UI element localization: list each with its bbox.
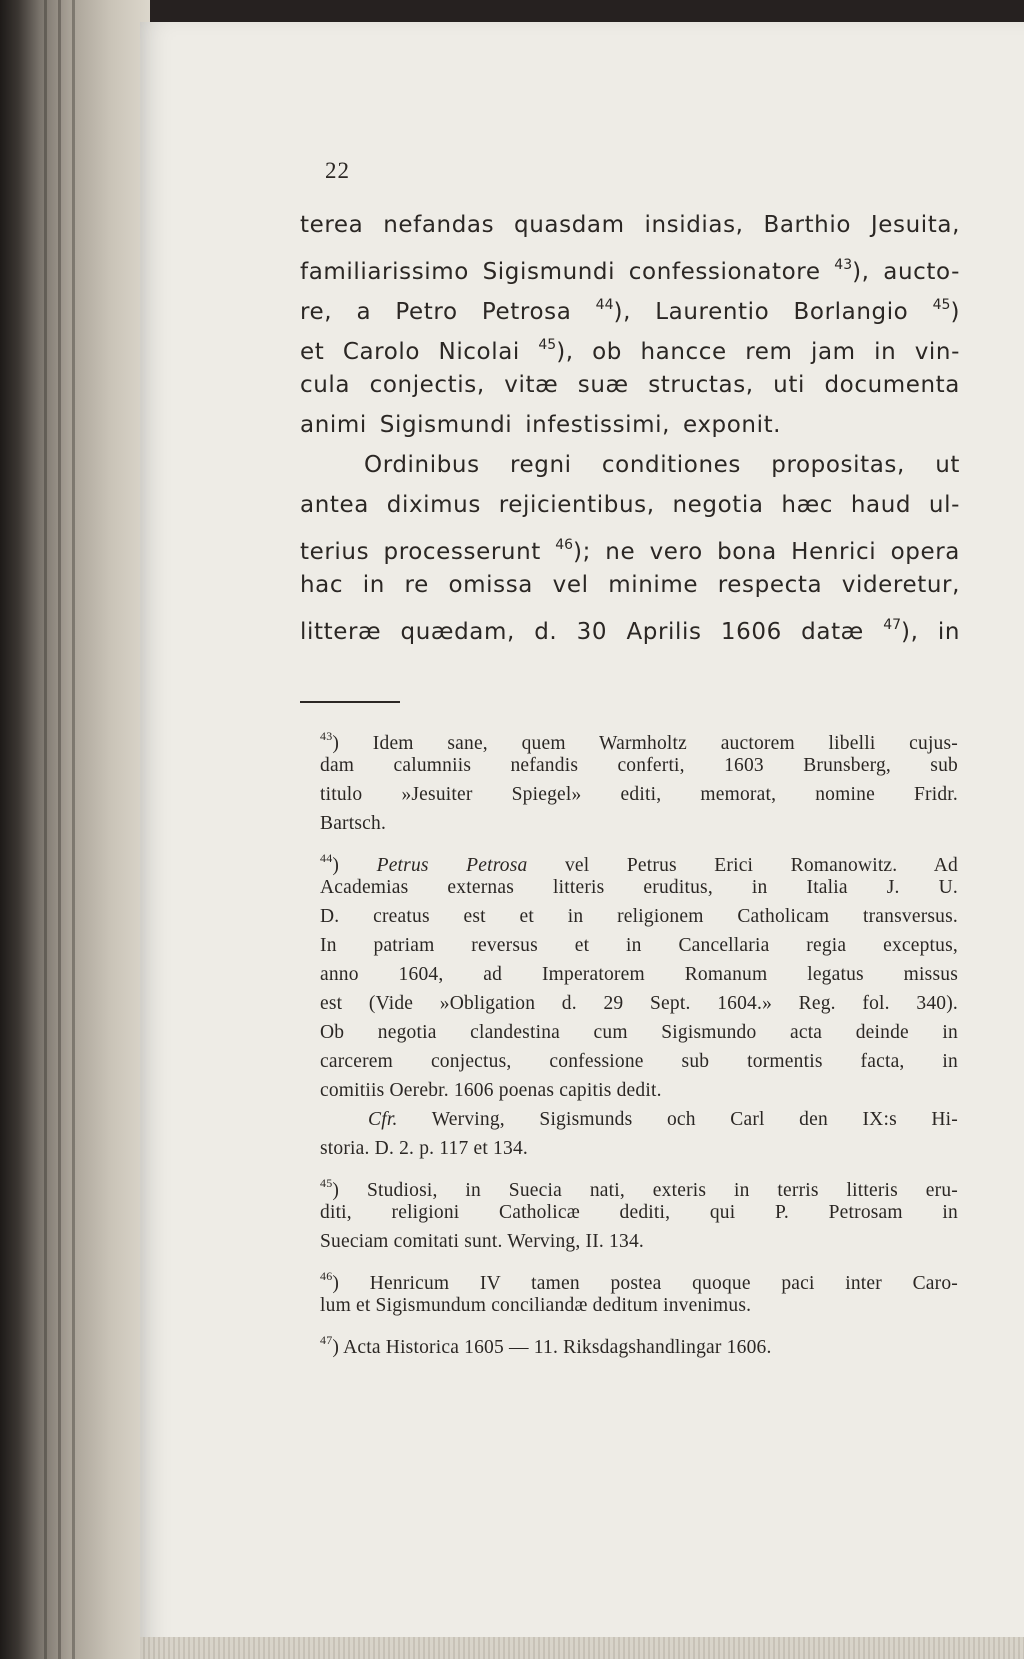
footnote-mark: 43 (320, 729, 333, 743)
text-line: litteræ quædam, d. 30 Aprilis 1606 datæ $^{47}$), in (300, 617, 961, 645)
binding-streak (44, 0, 47, 1659)
text-line: terius processerunt $^{46}$); ne vero bona Henrici opera (300, 537, 960, 565)
text-line: re, a Petro Petrosa $^{44}$), Laurentio Borlangio $^{45}$) (300, 297, 961, 325)
text-line: Ordinibus regni conditiones propositas, ut (364, 452, 960, 478)
footnote-mark: 47 (320, 1333, 333, 1347)
footnote-ref: 43 (834, 257, 853, 273)
binding-streak (72, 0, 75, 1659)
footnote-ref: 46 (555, 537, 574, 553)
page-number: 22 (325, 158, 350, 183)
footnote-45: $^{45}$) Studiosi, in Suecia nati, exteris in terris litteris eru- diti, religioni Catholicæ dediti, qui P. Petrosam in Sueciam comitati sunt. Werving, II. 134. (320, 1176, 958, 1252)
footnote-44: $^{44}$) Petrus Petrosa vel Petrus Erici Romanowitz. Ad Academias externas litteris eruditus, in Italia J. U. D. creatus est et in religionem Catholicam transversus. In patriam reversus et in Cancellaria regia exceptus, anno 1604, ad Imperatorem Romanum legatus missus est (Vide »Obligation d. 29 Sept. 1604.» Reg. fol. 340). Ob negotia clandestina cum Sigismundo acta deinde in carcerem conjectus, confessione sub tormentis facta, in comitiis Oerebr. 1606 poenas capitis dedit. Cfr. Werving, Sigismunds och Carl den IX:s Hi- storia. D. 2. p. 117 et 134. (320, 851, 958, 1159)
text-line: hac in re omissa vel minime respecta videretur, (300, 572, 960, 598)
cfr-label: Cfr. (368, 1109, 398, 1130)
text-line: antea diximus rejicientibus, negotia hæc haud ul- (300, 492, 960, 518)
footnotes (320, 722, 958, 1361)
footnote-rule (300, 701, 400, 703)
footnote-mark: 44 (320, 851, 333, 865)
footnote-43: $^{43}$) Idem sane, quem Warmholtz auctorem libelli cujus- dam calumniis nefandis conferti, 1603 Brunsberg, sub titulo »Jesuiter Spiegel» editi, memorat, nomine Fridr. Bartsch. (320, 729, 958, 834)
footnote-46: $^{46}$) Henricum IV tamen postea quoque paci inter Caro- lum et Sigismundum conciliandæ deditum invenimus. (320, 1269, 958, 1316)
text-line: animi Sigismundi infestissimi, exponit. (300, 412, 782, 438)
text-line: et Carolo Nicolai $^{45}$), ob hancce rem jam in vin- (300, 337, 960, 365)
page-edge (140, 1637, 1024, 1659)
footnote-ref: 47 (883, 617, 902, 633)
text-line: familiarissimo Sigismundi confessionatore $^{43}$), aucto- (300, 257, 960, 285)
binding-streak (58, 0, 61, 1659)
footnote-mark: 45 (320, 1176, 333, 1190)
book-binding-shadow (0, 0, 150, 1659)
main-text (300, 205, 960, 645)
text-line: terea nefandas quasdam insidias, Barthio Jesuita, (300, 212, 960, 238)
footnote-mark: 46 (320, 1269, 333, 1283)
footnote-ref: 44 (595, 297, 614, 313)
person-name: Petrus Petrosa (376, 855, 528, 876)
footnote-ref: 45 (538, 337, 557, 353)
footnote-ref: 45 (932, 297, 951, 313)
text-line: cula conjectis, vitæ suæ structas, uti documenta (300, 372, 960, 398)
footnote-47: $^{47}$) Acta Historica 1605 — 11. Riksdagshandlingar 1606. (320, 1333, 772, 1358)
